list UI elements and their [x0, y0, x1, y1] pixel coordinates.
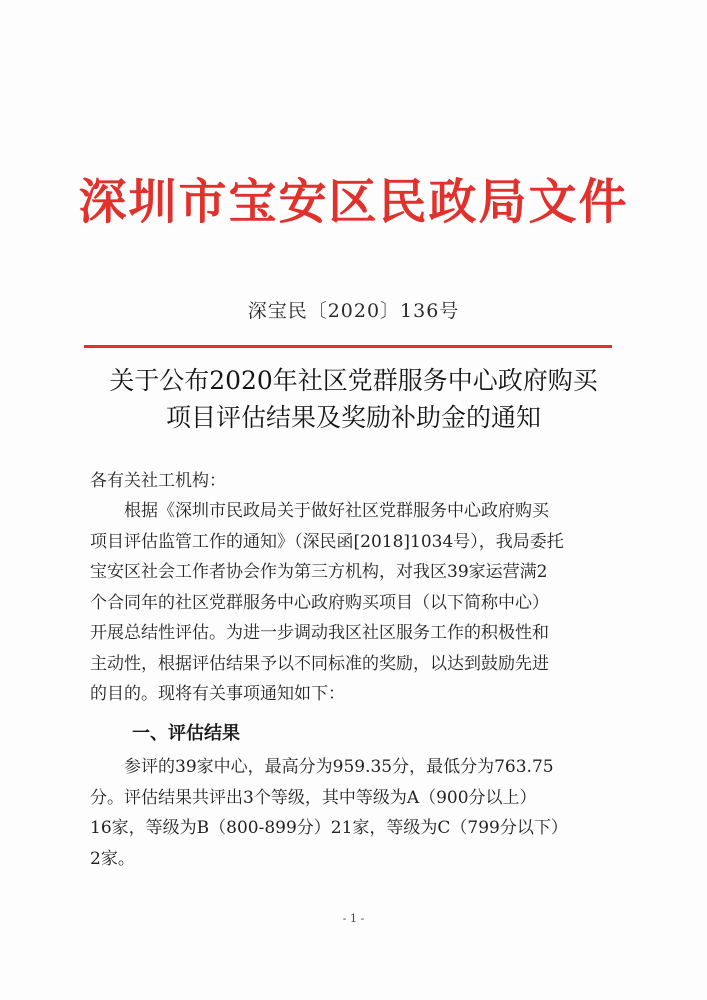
notice-title-line: 关于公布2020年社区党群服务中心政府购买 — [109, 366, 598, 395]
paragraph-line: 2家。 — [90, 848, 135, 869]
paragraph-line: 根据《深圳市民政局关于做好社区党群服务中心政府购买 — [90, 501, 549, 521]
notice-title-line: 项目评估结果及奖励补助金的通知 — [165, 403, 541, 432]
paragraph-introduction — [90, 496, 620, 710]
paragraph-line: 宝安区社会工作者协会作为第三方机构，对我区39家运营满2 — [90, 562, 548, 582]
section-heading-evaluation-results: 一、评估结果 — [132, 723, 240, 744]
paragraph-line: 项目评估监管工作的通知》（深民函[2018]1034号），我局委托 — [90, 531, 564, 552]
red-divider-line — [84, 345, 612, 348]
notice-title — [60, 362, 647, 436]
paragraph-line: 个合同年的社区党群服务中心政府购买项目（以下简称中心） — [90, 592, 549, 613]
paragraph-line: 开展总结性评估。为进一步调动我区社区服务工作的积极性和 — [90, 623, 549, 643]
paragraph-line: 16家，等级为B（800-899分）21家，等级为C（799分以下） — [90, 818, 568, 838]
paragraph-line: 的目的。现将有关事项通知如下： — [90, 684, 345, 704]
paragraph-line: 分。评估结果共评出3个等级，其中等级为A（900分以上） — [90, 787, 537, 808]
paragraph-evaluation-results — [90, 752, 620, 874]
paragraph-line: 参评的39家中心，最高分为959.35分，最低分为763.75 — [90, 757, 554, 777]
salutation: 各有关社工机构： — [90, 471, 226, 491]
issuing-authority-header: 深圳市宝安区民政局文件 — [78, 174, 629, 230]
page-number: - 1 - — [342, 912, 365, 925]
document-number: 深宝民〔2020〕136号 — [247, 300, 460, 322]
paragraph-line: 主动性，根据评估结果予以不同标准的奖励，以达到鼓励先进 — [90, 653, 549, 674]
